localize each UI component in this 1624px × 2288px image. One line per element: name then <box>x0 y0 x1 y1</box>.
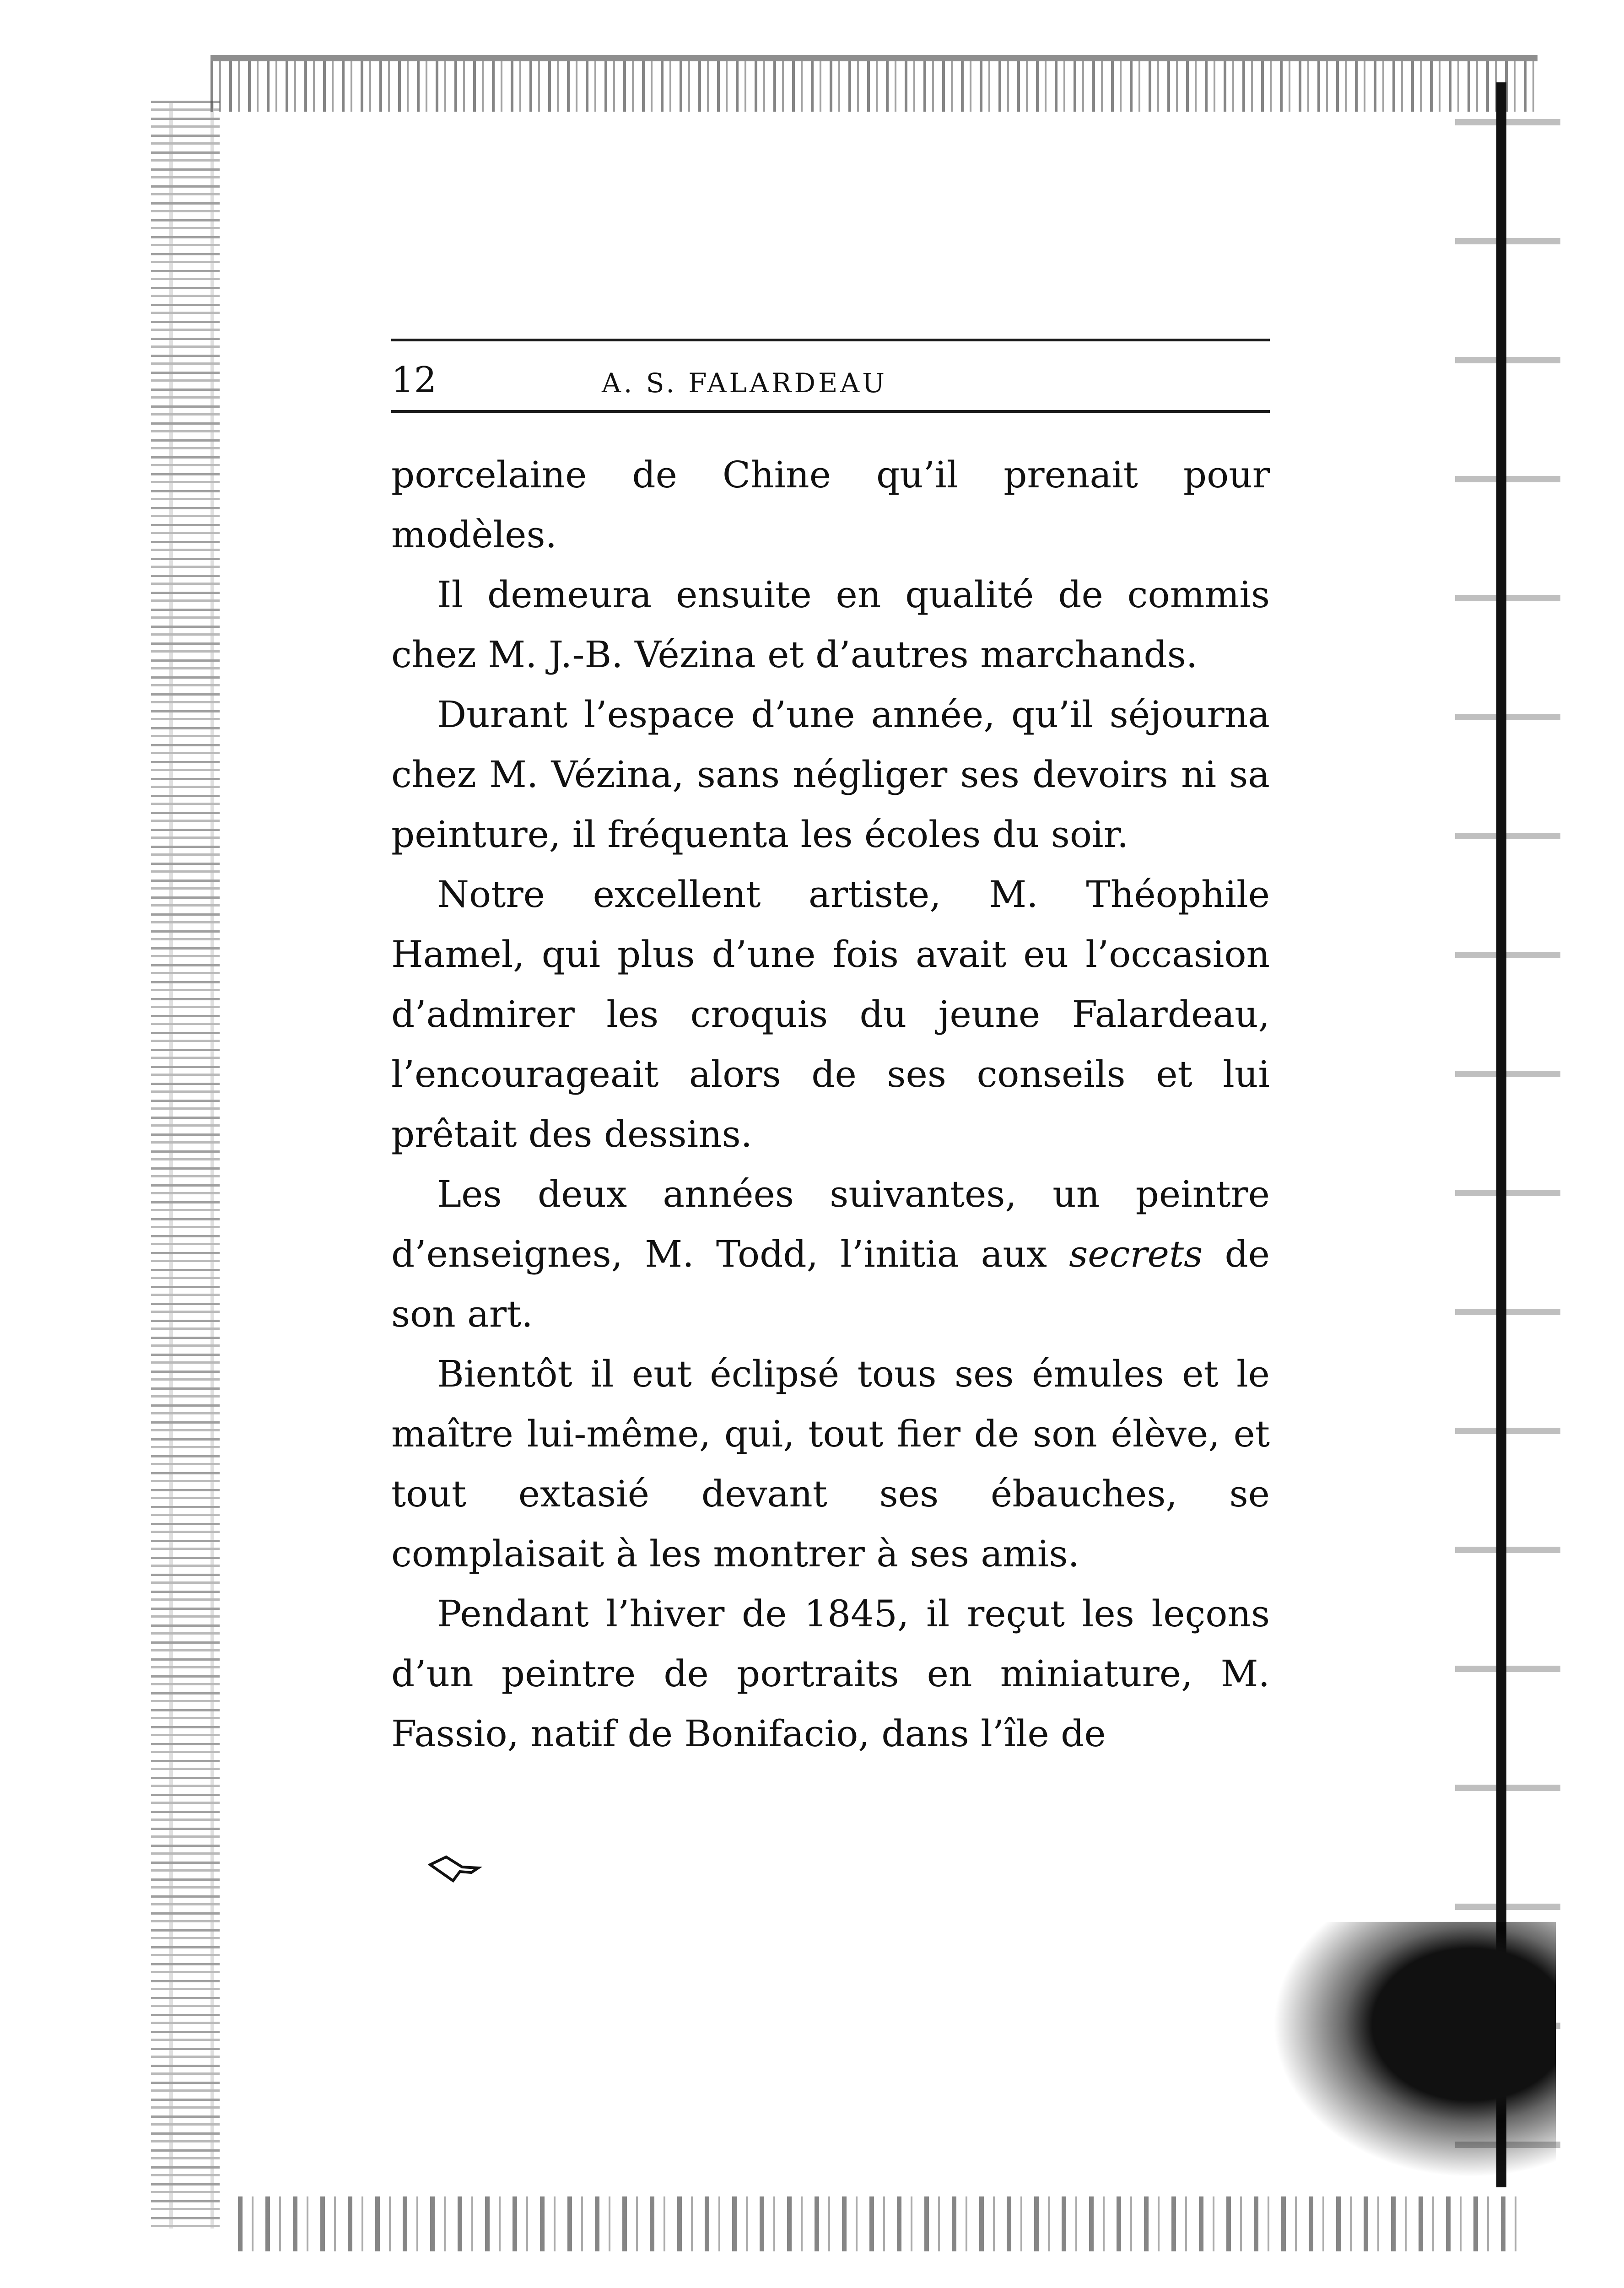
scan-edge-right <box>1455 64 1560 2215</box>
scan-edge-top <box>210 55 1538 112</box>
italic-text: secrets <box>1069 1233 1203 1275</box>
text-segment: de son art. <box>391 1233 1270 1335</box>
scan-edge-right-rule <box>1496 82 1506 2187</box>
text-segment: Bientôt il eut éclipsé tous ses émules et le maître lui-même, qui, tout fier de son élève, et tout extasié devant ses ébauches, se complaisait à les montrer à ses amis. <box>391 1353 1270 1575</box>
ink-blot <box>1272 1922 1556 2178</box>
paragraph <box>391 864 1270 1164</box>
scan-edge-left <box>151 101 220 2229</box>
book-page <box>391 339 1270 1764</box>
header-bottom-rule <box>391 410 1270 413</box>
paragraph <box>391 1584 1270 1764</box>
text-segment: Durant l’espace d’une année, qu’il séjourna chez M. Vézina, sans négliger ses devoirs ni sa peinture, il fréquenta les écoles du soir. <box>391 693 1270 856</box>
text-segment: Les deux années suivantes, un peintre d’enseignes, M. Todd, l’initia aux <box>391 1173 1270 1275</box>
page-header <box>391 341 1270 410</box>
body-text <box>391 445 1270 1764</box>
text-segment: Notre excellent artiste, M. Théophile Hamel, qui plus d’une fois avait eu l’occasion d’admirer les croquis du jeune Falardeau, l’encourageait alors de ses conseils et lui prêtait des dessins. <box>391 873 1270 1155</box>
running-head: A. S. FALARDEAU <box>602 367 888 399</box>
hand-ornament-icon <box>428 1853 483 1885</box>
paragraph <box>391 685 1270 864</box>
text-segment: porcelaine de Chine qu’il prenait pour modèles. <box>391 453 1270 556</box>
page-number: 12 <box>391 360 437 401</box>
paragraph <box>391 445 1270 565</box>
paragraph <box>391 1164 1270 1344</box>
text-segment: Il demeura ensuite en qualité de commis chez M. J.-B. Vézina et d’autres marchands. <box>391 573 1270 676</box>
text-segment: Pendant l’hiver de 1845, il reçut les leçons d’un peintre de portraits en miniature, M. Fassio, natif de Bonifacio, dans l’île de <box>391 1592 1270 1755</box>
paragraph <box>391 1344 1270 1584</box>
paragraph <box>391 565 1270 685</box>
scan-edge-bottom <box>238 2196 1519 2251</box>
